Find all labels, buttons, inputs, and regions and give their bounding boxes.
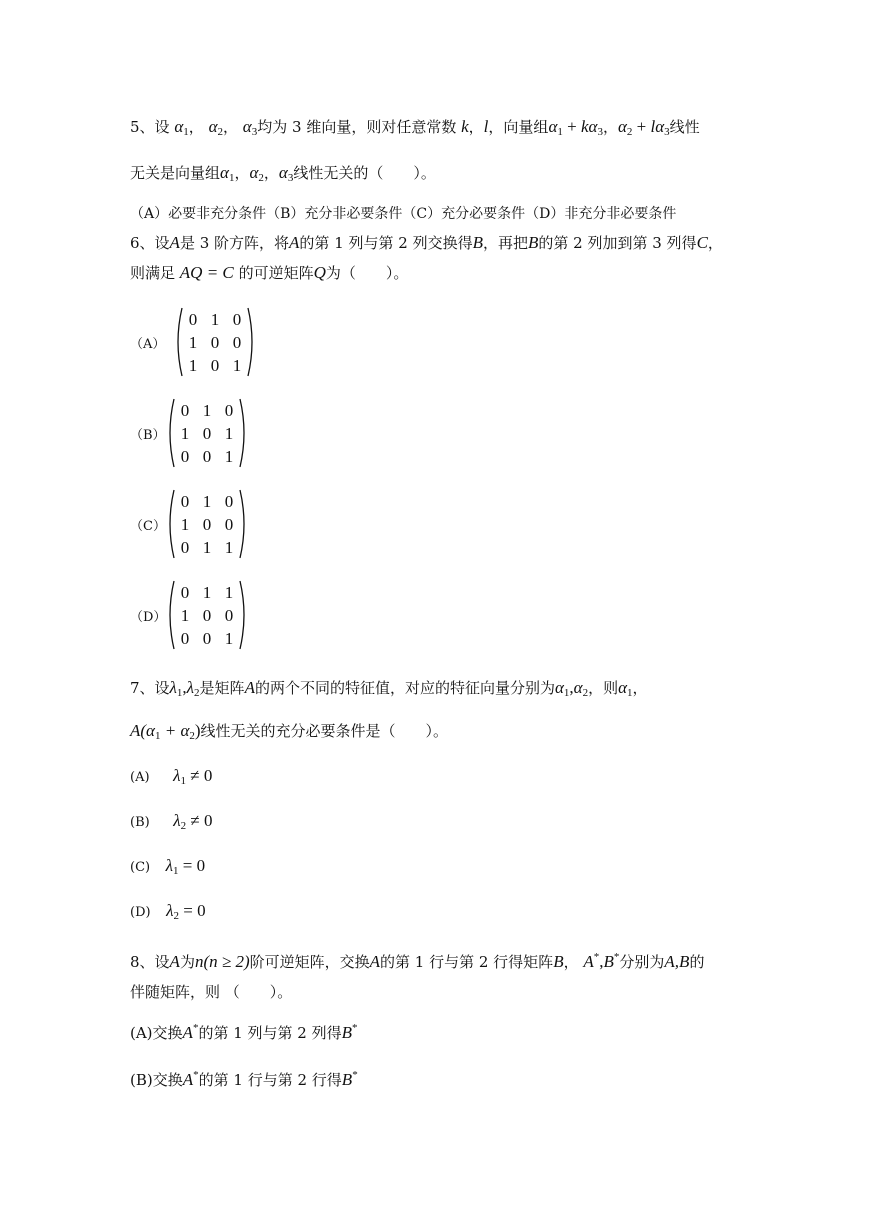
q5-line1: 5、设 $\alpha_1$， $\alpha_2$， $\alpha_3$均为 3 维向量，则对任意常数 k，l，向量组$\alpha_1 + k\alpha_3$，$\alpha_2 + l\alpha_3$线性	[130, 117, 700, 138]
q6-equation: AQ = C	[179, 263, 234, 282]
left-paren	[170, 490, 174, 558]
left-paren	[178, 308, 182, 376]
matrix-cell: 1	[180, 424, 190, 443]
matrix-cell: 1	[232, 356, 242, 375]
matrix-cell: 0	[202, 447, 212, 466]
q6-option-c-label: （C）	[130, 519, 166, 534]
matrix-cell: 0	[232, 310, 242, 329]
matrix-cell: 1	[224, 447, 234, 466]
matrix-cell: 1	[202, 538, 212, 557]
q5-options: （A）必要非充分条件（B）充分非必要条件（C）充分必要条件（D）非充分非必要条件	[130, 206, 677, 222]
matrix-cell: 0	[202, 424, 212, 443]
matrix-cell: 0	[224, 606, 234, 625]
matrix-cell: 0	[188, 310, 198, 329]
matrix-cell: 0	[224, 492, 234, 511]
q6-option-d-matrix	[165, 579, 249, 651]
matrix-cell: 0	[202, 629, 212, 648]
matrix-cell: 1	[224, 538, 234, 557]
matrix-cell: 0	[180, 447, 190, 466]
matrix-cell: 0	[210, 356, 220, 375]
right-paren	[248, 308, 252, 376]
q6-line2: 则满足 AQ = C 的可逆矩阵Q为（ ）。	[130, 263, 409, 282]
q8-line1: 8、设A为n(n ≥ 2)阶可逆矩阵，交换A的第 1 行与第 2 行得矩阵B， A*,B*分别为A,B的	[130, 951, 705, 971]
q6-option-c-matrix	[165, 488, 249, 560]
q8-option-b: (B)交换A*的第 1 行与第 2 行得B*	[130, 1069, 358, 1089]
matrix-cell: 1	[188, 333, 198, 352]
q8-option-a: (A)交换A*的第 1 列与第 2 列得B*	[130, 1022, 358, 1042]
q7-option-c: (C) $\lambda_1 = 0$	[130, 856, 206, 877]
matrix-cell: 0	[180, 629, 190, 648]
q7-line2: $A(\alpha_1 + \alpha_2)$线性无关的充分必要条件是（ ）。	[130, 721, 449, 742]
matrix-cell: 1	[188, 356, 198, 375]
matrix-cell: 0	[180, 401, 190, 420]
matrix-cell: 0	[232, 333, 242, 352]
matrix-cell: 1	[180, 606, 190, 625]
q7-option-d: (D) $\lambda_2 = 0$	[130, 901, 206, 922]
left-paren	[170, 399, 174, 467]
q6-option-b-label: （B）	[130, 428, 166, 443]
q6-option-a-matrix	[173, 306, 257, 378]
q5-line2: 无关是向量组$\alpha_1$，$\alpha_2$，$\alpha_3$线性无关的（ ）。	[130, 163, 436, 184]
q7-option-a: (A) $\lambda_1 \ne 0$	[130, 766, 213, 787]
matrix-cell: 0	[202, 515, 212, 534]
matrix-cell: 0	[180, 538, 190, 557]
matrix-cell: 0	[180, 492, 190, 511]
matrix-cell: 0	[202, 606, 212, 625]
q6-option-a-label: （A）	[130, 337, 166, 352]
matrix-cell: 0	[180, 583, 190, 602]
q7-option-b: (B) $\lambda_2 \ne 0$	[130, 811, 213, 832]
matrix-cell: 1	[224, 424, 234, 443]
matrix-cell: 1	[224, 583, 234, 602]
matrix-cell: 0	[224, 515, 234, 534]
matrix-cell: 0	[224, 401, 234, 420]
q5-number: 5、设	[130, 118, 170, 136]
q6-line1: 6、设A是 3 阶方阵，将A的第 1 列与第 2 列交换得B，再把B的第 2 列加到第 3 列得C，	[130, 233, 723, 252]
matrix-cell: 1	[202, 492, 212, 511]
matrix-cell: 1	[210, 310, 220, 329]
right-paren	[240, 490, 244, 558]
q6-option-b-matrix	[165, 397, 249, 469]
matrix-cell: 1	[202, 583, 212, 602]
matrix-cell: 1	[202, 401, 212, 420]
q6-option-d-label: （D）	[130, 610, 167, 625]
q8-line2: 伴随矩阵，则 （ ）。	[130, 983, 293, 1001]
matrix-cell: 1	[224, 629, 234, 648]
right-paren	[240, 399, 244, 467]
left-paren	[170, 581, 174, 649]
matrix-cell: 1	[180, 515, 190, 534]
matrix-cell: 0	[210, 333, 220, 352]
q7-line1: 7、设$\lambda_1,\lambda_2$是矩阵A的两个不同的特征值，对应的特征向量分别为$\alpha_1,\alpha_2$，则$\alpha_1$，	[130, 678, 648, 699]
right-paren	[240, 581, 244, 649]
